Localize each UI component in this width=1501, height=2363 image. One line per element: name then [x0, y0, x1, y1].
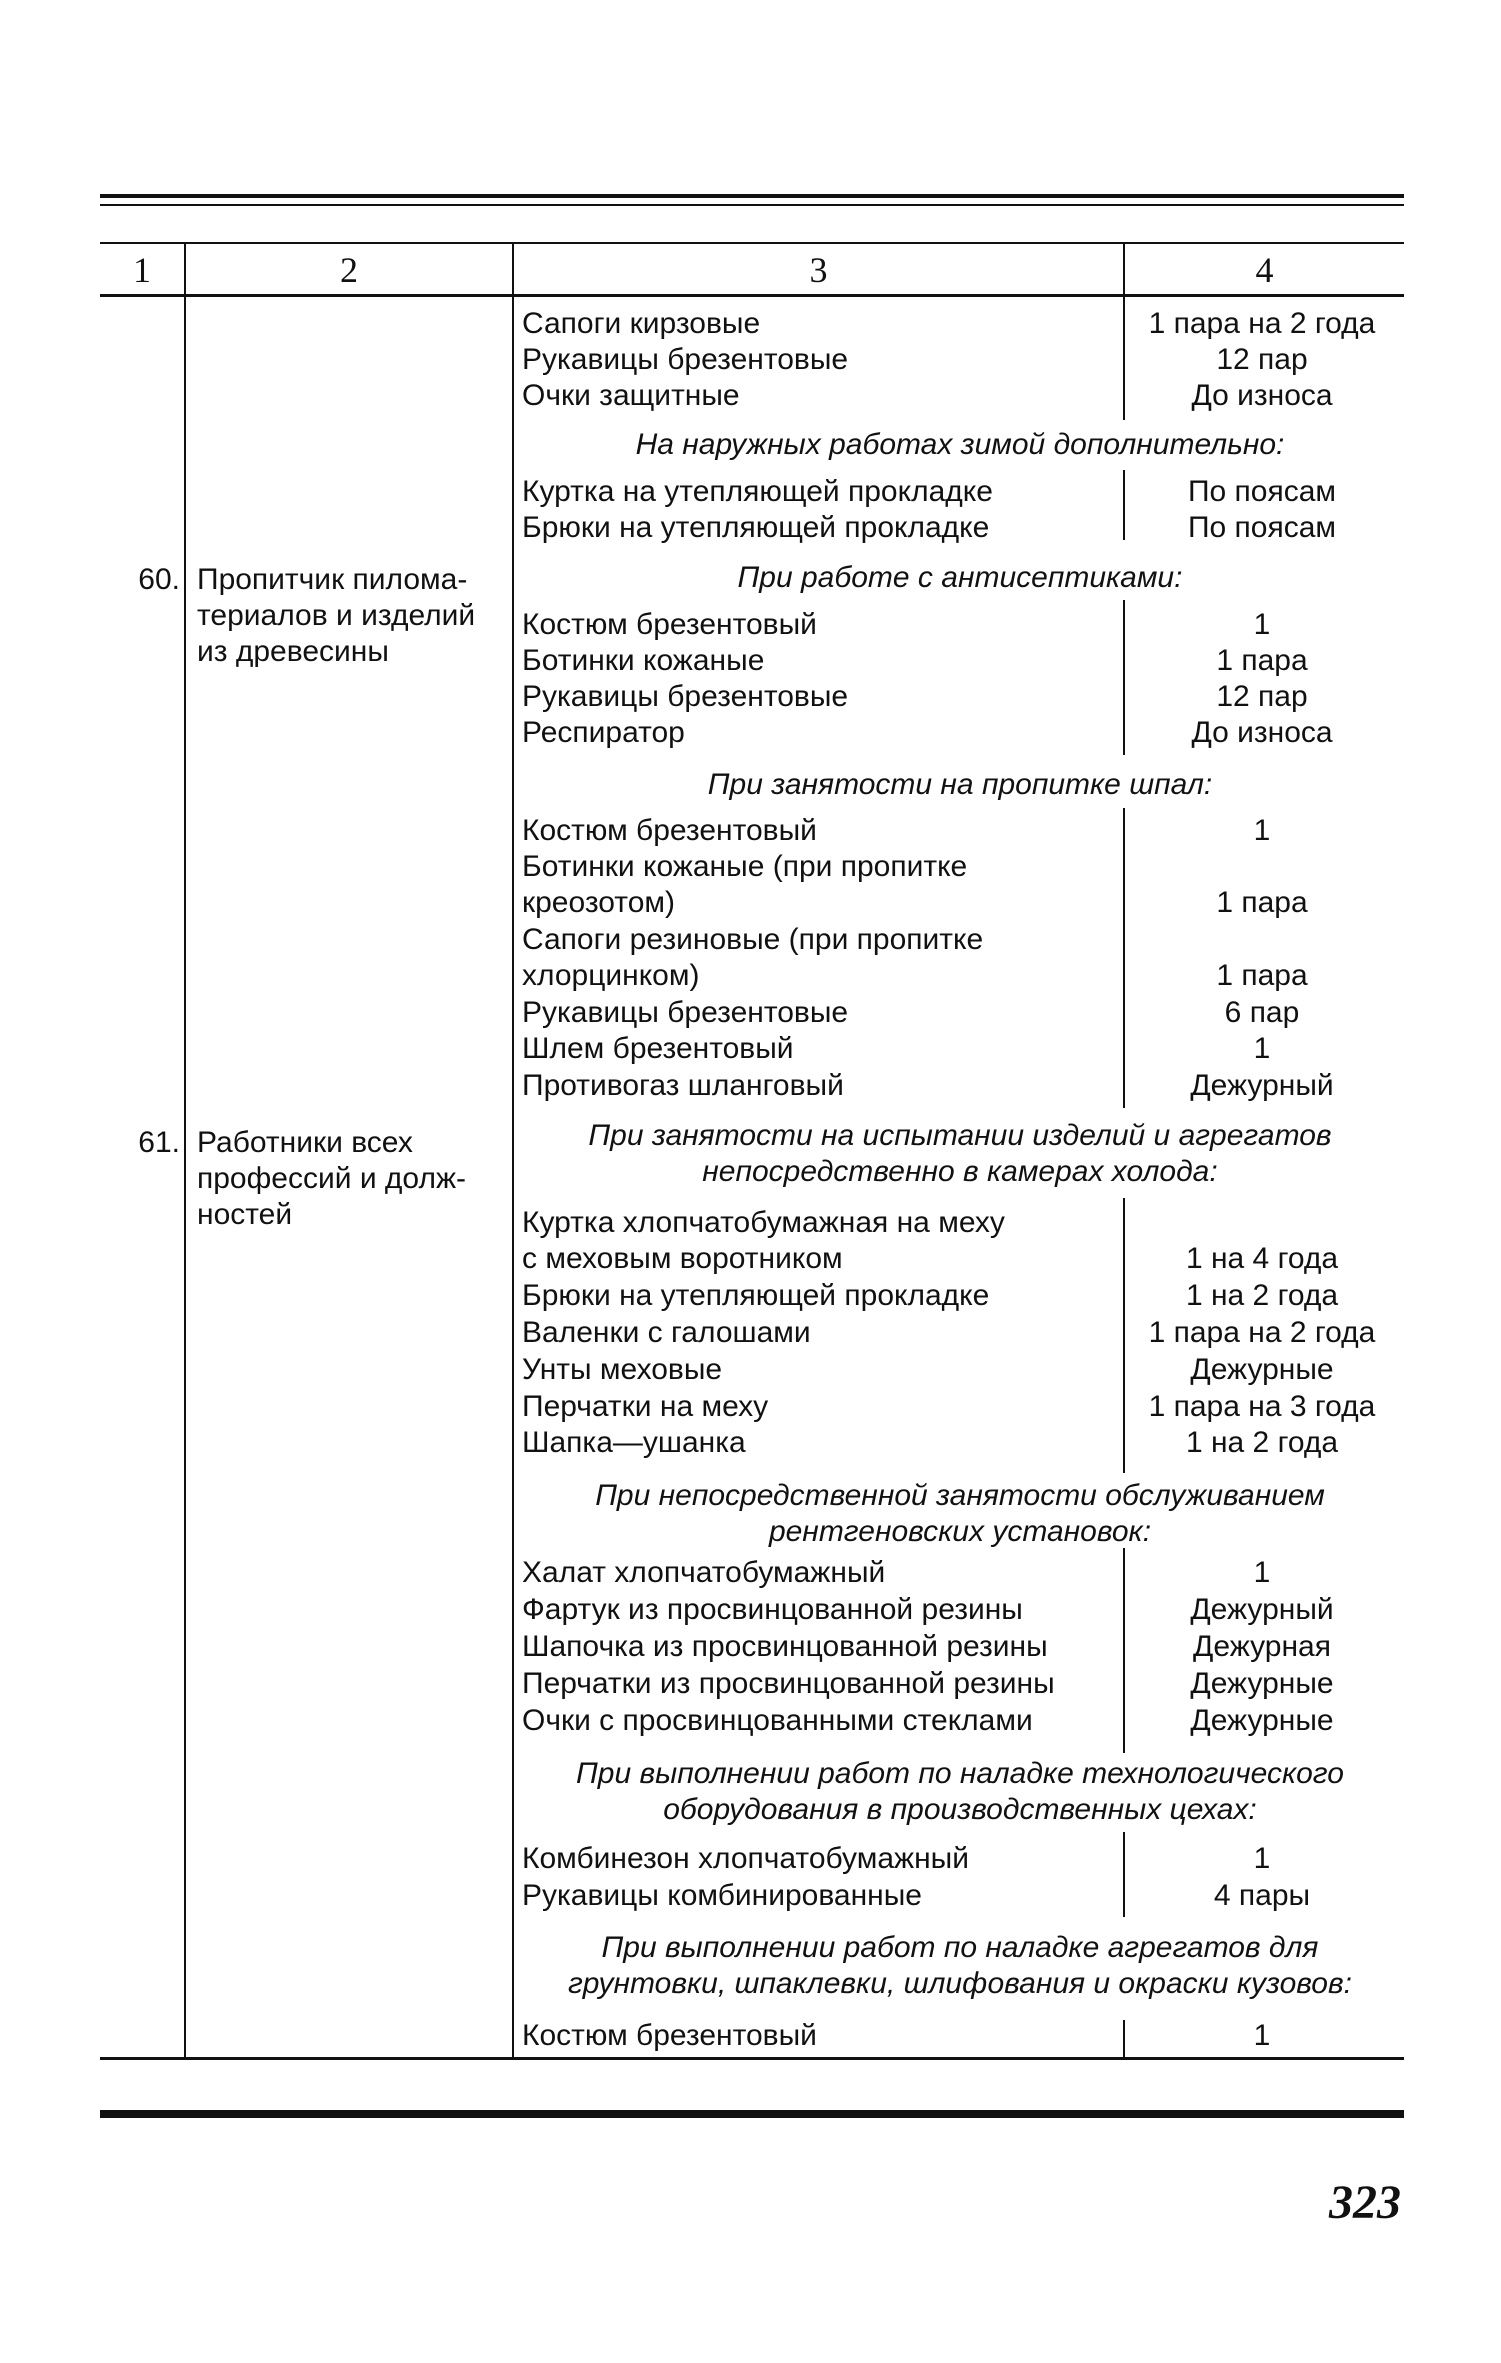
item-quantity: Дежурные — [1190, 1667, 1334, 1700]
row-title: Пропитчик пилома- — [197, 563, 468, 596]
section-note: На наружных работах зимой дополнительно: — [635, 428, 1285, 461]
page-number: 323 — [1329, 2176, 1401, 2229]
item-name: с меховым воротником — [522, 1242, 843, 1275]
row-number: 61. — [138, 1126, 180, 1159]
header-col-4: 4 — [1255, 250, 1274, 290]
item-quantity: Дежурные — [1190, 1353, 1334, 1386]
item-quantity: 1 — [1253, 608, 1271, 641]
item-name: Рукавицы комбинированные — [522, 1879, 922, 1912]
item-quantity: Дежурная — [1193, 1630, 1331, 1663]
item-quantity: До износа — [1191, 379, 1333, 412]
item-quantity: До износа — [1191, 716, 1333, 749]
item-name: Шапочка из просвинцованной резины — [522, 1630, 1048, 1663]
item-name: хлорцинком) — [522, 959, 700, 992]
item-name: Перчатки на меху — [522, 1390, 769, 1423]
row-title: ностей — [197, 1198, 293, 1231]
item-quantity: 1 пара на 2 года — [1148, 307, 1376, 340]
item-quantity: 1 — [1253, 814, 1271, 847]
item-quantity: 1 — [1253, 1032, 1271, 1065]
item-quantity: Дежурный — [1190, 1593, 1334, 1626]
item-name: Куртка на утепляющей прокладке — [522, 475, 993, 508]
item-quantity: 1 на 4 года — [1185, 1242, 1339, 1275]
item-name: Ботинки кожаные (при пропитке — [522, 850, 968, 883]
row-number: 60. — [138, 563, 180, 596]
item-name: Рукавицы брезентовые — [522, 680, 849, 713]
item-name: Сапоги кирзовые — [522, 307, 761, 340]
item-quantity: 1 — [1253, 1842, 1271, 1875]
item-quantity: 4 пары — [1213, 1879, 1311, 1912]
item-name: Костюм брезентовый — [522, 2019, 817, 2052]
item-quantity: 1 — [1253, 2019, 1271, 2052]
bottom-rule — [100, 2110, 1404, 2118]
section-note: При непосредственной занятости обслуживанием — [595, 1479, 1325, 1512]
item-name: Ботинки кожаные — [522, 644, 765, 677]
section-note: непосредственно в камерах холода: — [702, 1155, 1218, 1188]
section-note: При выполнении работ по наладке агрегатов для — [601, 1931, 1319, 1964]
item-name: Перчатки из просвинцованной резины — [522, 1667, 1055, 1700]
item-quantity: 1 пара на 3 года — [1148, 1390, 1376, 1423]
header-col-3: 3 — [809, 250, 828, 290]
item-quantity: 1 — [1253, 1556, 1271, 1589]
item-name: Респиратор — [522, 716, 685, 749]
section-note: При занятости на испытании изделий и агрегатов — [588, 1119, 1332, 1152]
item-quantity: 1 пара — [1216, 644, 1308, 677]
item-quantity: 1 на 2 года — [1185, 1279, 1339, 1312]
item-name: Шапка—ушанка — [522, 1426, 746, 1459]
row-title: из древесины — [197, 635, 389, 668]
section-note: грунтовки, шпаклевки, шлифования и окраски кузовов: — [568, 1967, 1352, 2000]
item-name: Куртка хлопчатобумажная на меху — [522, 1206, 1005, 1239]
section-note: рентгеновских установок: — [768, 1515, 1152, 1548]
item-name: Шлем брезентовый — [522, 1032, 794, 1065]
item-quantity: 1 пара на 2 года — [1148, 1316, 1376, 1349]
row-title: Работники всех — [197, 1126, 413, 1159]
item-name: Сапоги резиновые (при пропитке — [522, 923, 984, 956]
item-name: Рукавицы брезентовые — [522, 996, 849, 1029]
item-name: Очки с просвинцованными стеклами — [522, 1704, 1033, 1737]
item-quantity: По поясам — [1187, 475, 1337, 508]
item-quantity: 1 на 2 года — [1185, 1426, 1339, 1459]
item-name: Костюм брезентовый — [522, 814, 817, 847]
section-note: При выполнении работ по наладке технологического — [576, 1757, 1344, 1790]
section-note: При занятости на пропитке шпал: — [707, 768, 1213, 801]
col-divider-1 — [184, 242, 186, 2060]
top-rule-thin — [100, 204, 1404, 206]
section-note: При работе с антисептиками: — [737, 561, 1183, 594]
item-quantity: 1 пара — [1216, 886, 1308, 919]
item-quantity: Дежурный — [1190, 1069, 1334, 1102]
item-quantity: 12 пар — [1216, 680, 1308, 713]
item-name: Брюки на утепляющей прокладке — [522, 511, 990, 544]
item-name: Брюки на утепляющей прокладке — [522, 1279, 990, 1312]
table-bottom-line — [100, 2057, 1404, 2060]
item-quantity: Дежурные — [1190, 1704, 1334, 1737]
item-name: Валенки с галошами — [522, 1316, 811, 1349]
table-header-bottom-line — [100, 294, 1404, 297]
section-note: оборудования в производственных цехах: — [663, 1793, 1257, 1826]
item-name: Унты меховые — [522, 1353, 723, 1386]
header-col-1: 1 — [133, 250, 151, 290]
item-name: креозотом) — [522, 886, 675, 919]
row-title: профессий и долж- — [197, 1162, 467, 1195]
item-quantity: По поясам — [1187, 511, 1337, 544]
item-name: Противогаз шланговый — [522, 1069, 844, 1102]
header-col-2: 2 — [340, 250, 358, 290]
item-name: Фартук из просвинцованной резины — [522, 1593, 1023, 1626]
table-header-top-line — [100, 242, 1404, 244]
item-name: Халат хлопчатобумажный — [522, 1556, 886, 1589]
row-title: териалов и изделий — [197, 599, 476, 632]
item-name: Очки защитные — [522, 379, 740, 412]
item-quantity: 6 пар — [1224, 996, 1300, 1029]
item-name: Рукавицы брезентовые — [522, 343, 849, 376]
top-rule-thick — [100, 194, 1404, 198]
item-quantity: 12 пар — [1216, 343, 1308, 376]
item-name: Комбинезон хлопчатобумажный — [522, 1842, 969, 1875]
item-name: Костюм брезентовый — [522, 608, 817, 641]
item-quantity: 1 пара — [1216, 959, 1308, 992]
